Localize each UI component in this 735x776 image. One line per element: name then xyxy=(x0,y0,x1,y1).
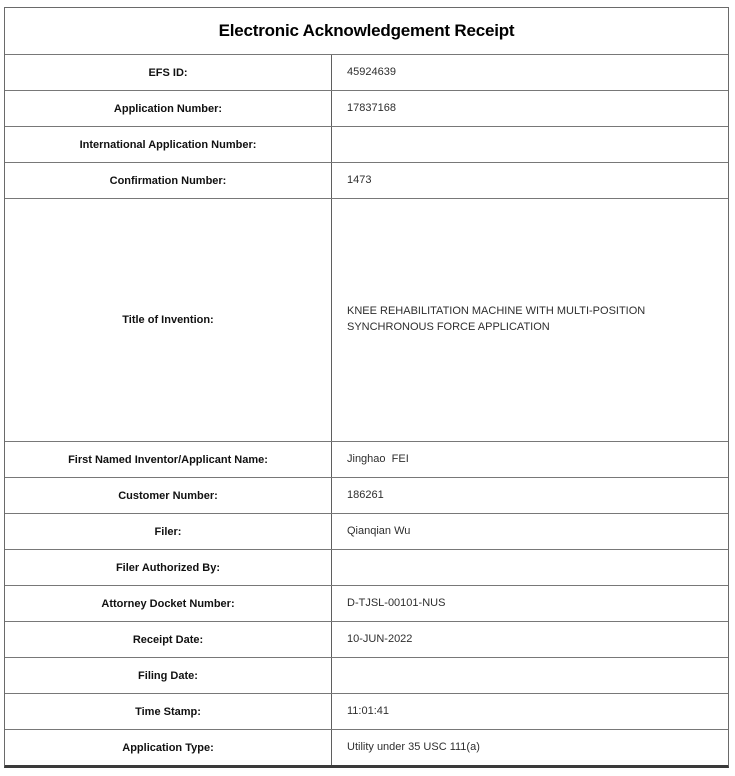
row-value: 11:01:41 xyxy=(347,704,390,717)
page-title: Electronic Acknowledgement Receipt xyxy=(218,21,515,40)
row-value xyxy=(332,127,728,162)
row-value xyxy=(332,658,728,693)
row-label: Application Number: xyxy=(5,91,332,126)
table-row xyxy=(5,477,728,513)
table-row xyxy=(5,549,728,585)
table-row xyxy=(5,54,728,90)
row-value: Jinghao FEI xyxy=(347,452,409,465)
row-value: 1473 xyxy=(347,173,372,186)
row-label: International Application Number: xyxy=(5,127,332,162)
row-label: First Named Inventor/Applicant Name: xyxy=(5,442,332,477)
row-label: Filing Date: xyxy=(5,658,332,693)
row-value: KNEE REHABILITATION MACHINE WITH MULTI-POSITION SYNCHRONOUS FORCE APPLICATION xyxy=(347,305,649,333)
acknowledgement-receipt-table xyxy=(4,7,729,768)
row-label: Customer Number: xyxy=(5,478,332,513)
row-label: Attorney Docket Number: xyxy=(5,586,332,621)
row-label: Filer Authorized By: xyxy=(5,550,332,585)
table-row xyxy=(5,585,728,621)
table-header-row xyxy=(5,8,728,54)
table-row xyxy=(5,90,728,126)
table-row xyxy=(5,621,728,657)
table-row xyxy=(5,657,728,693)
row-value: 186261 xyxy=(347,488,384,501)
table-row xyxy=(5,162,728,198)
table-row xyxy=(5,513,728,549)
table-row xyxy=(5,441,728,477)
table-row xyxy=(5,729,728,765)
table-row-title-of-invention xyxy=(5,198,728,441)
row-value: D-TJSL-00101-NUS xyxy=(347,596,446,609)
row-label: EFS ID: xyxy=(5,55,332,90)
row-value: 17837168 xyxy=(347,101,396,114)
table-row xyxy=(5,126,728,162)
row-value: 45924639 xyxy=(347,65,396,78)
row-value: 10-JUN-2022 xyxy=(347,632,413,645)
row-value xyxy=(332,550,728,585)
row-value: Qianqian Wu xyxy=(347,524,411,537)
row-label: Time Stamp: xyxy=(5,694,332,729)
row-label: Receipt Date: xyxy=(5,622,332,657)
row-label: Filer: xyxy=(5,514,332,549)
row-label: Confirmation Number: xyxy=(5,163,332,198)
row-label: Title of Invention: xyxy=(5,199,332,441)
row-label: Application Type: xyxy=(5,730,332,765)
table-row xyxy=(5,693,728,729)
row-value: Utility under 35 USC 111(a) xyxy=(347,740,480,753)
